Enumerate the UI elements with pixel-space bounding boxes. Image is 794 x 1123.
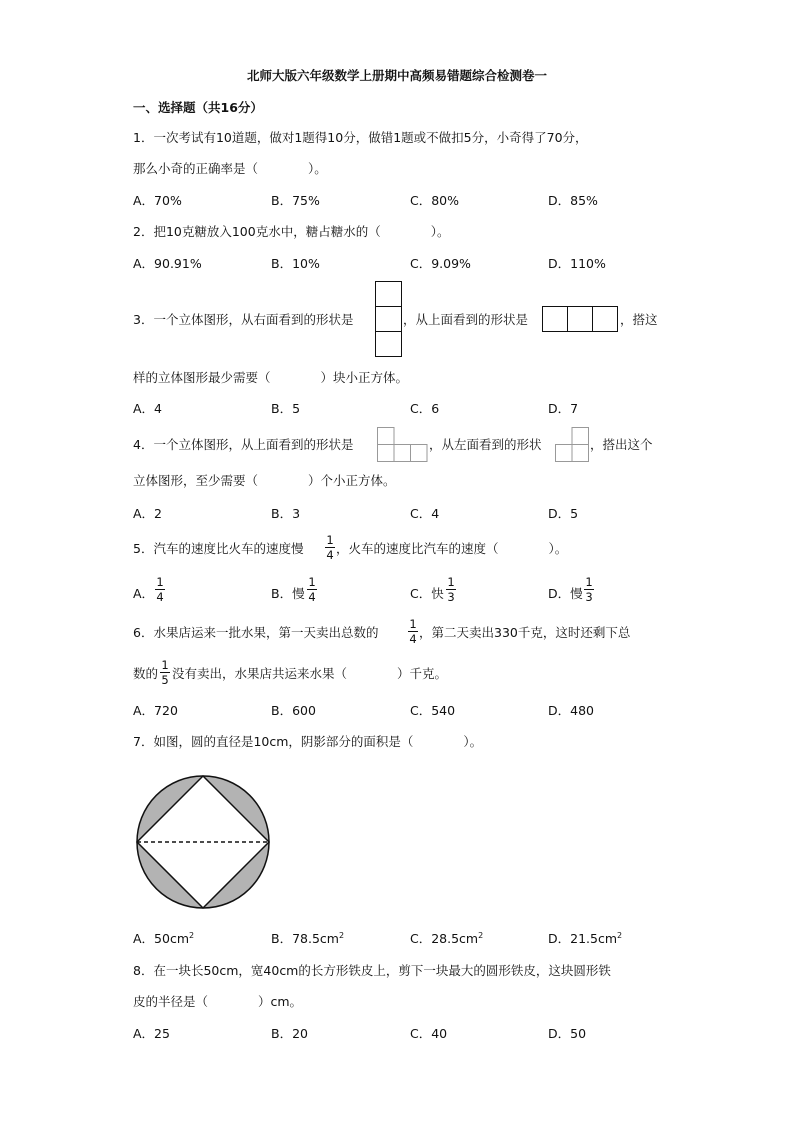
q3-option-c[interactable]: C．6 [410, 401, 440, 416]
q8-option-a[interactable]: A．25 [133, 1026, 170, 1041]
q4-text-part3: ，搭出这个 [590, 437, 653, 452]
q5-option-d-word: 慢 [570, 586, 583, 601]
q7-option-c-sup: 2 [478, 930, 484, 940]
q5-option-b-prefix: B． [271, 586, 293, 601]
q1-text-line2: 那么小奇的正确率是（ ）。 [133, 161, 327, 176]
q6-fraction-1 [408, 618, 418, 645]
q4-text-part1: 4．一个立体图形，从上面看到的形状是 [133, 437, 354, 452]
q4-option-b[interactable]: B．3 [271, 506, 301, 521]
q7-text: 7．如图，圆的直径是10cm，阴影部分的面积是（ ）。 [133, 734, 483, 749]
q5-option-a-fraction [155, 576, 165, 603]
q6-option-d[interactable]: D．480 [548, 703, 594, 718]
q6-text-line2b: 没有卖出，水果店共运来水果（ ）千克。 [172, 666, 448, 681]
q3-top-view-figure [542, 306, 620, 333]
q2-option-c[interactable]: C．9.09% [410, 256, 471, 271]
q6-text-part1: 6．水果店运来一批水果，第一天卖出总数的 [133, 625, 379, 640]
q7-option-a-sup: 2 [189, 930, 195, 940]
q4-text-part2: ，从左面看到的形状 [429, 437, 542, 452]
q1-option-a[interactable]: A．70% [133, 193, 182, 208]
q8-option-c[interactable]: C．40 [410, 1026, 448, 1041]
q5-option-a-denominator: 4 [156, 590, 164, 604]
q5-option-d-fraction [584, 576, 594, 603]
q7-option-d-sup: 2 [617, 930, 623, 940]
q5-fraction-numerator: 1 [326, 533, 334, 547]
q7-option-a-text: A．50cm [133, 931, 190, 946]
q5-text-part2: ，火车的速度比汽车的速度（ ）。 [336, 541, 568, 556]
q3-text-line2: 样的立体图形最少需要（ ）块小正方体。 [133, 370, 409, 385]
q5-option-c-prefix: C． [410, 586, 432, 601]
q7-option-d[interactable] [548, 931, 622, 947]
q6-fraction-2 [160, 659, 170, 686]
q7-circle-figure [136, 774, 270, 910]
q3-text-part1: 3．一个立体图形，从右面看到的形状是 [133, 312, 354, 327]
q7-option-b-sup: 2 [338, 930, 345, 940]
q2-text: 2．把10克糖放入100克水中，糖占糖水的（ ）。 [133, 224, 450, 239]
q6-fraction-2-denominator: 5 [161, 673, 169, 687]
q5-option-d-numerator: 1 [585, 575, 593, 589]
q5-fraction [325, 534, 335, 561]
q8-option-d[interactable]: D．50 [548, 1026, 587, 1041]
q7-option-a[interactable] [133, 931, 194, 947]
q3-option-d[interactable]: D．7 [548, 401, 579, 416]
q5-option-d-denominator: 3 [585, 590, 593, 604]
q5-option-a-prefix: A． [133, 586, 155, 601]
q5-option-b[interactable] [271, 583, 305, 602]
q4-left-view-figure [555, 427, 591, 463]
q4-text-line2: 立体图形，至少需要（ ）个小正方体。 [133, 473, 396, 488]
q4-option-c[interactable]: C．4 [410, 506, 440, 521]
q5-option-b-fraction [307, 576, 317, 603]
section-heading-choice: 一、选择题（共16分） [133, 100, 263, 115]
q2-option-d[interactable]: D．110% [548, 256, 606, 271]
q5-option-b-word: 慢 [292, 586, 305, 601]
q5-text-part1: 5．汽车的速度比火车的速度慢 [133, 541, 304, 556]
q3-option-a[interactable]: A．4 [133, 401, 163, 416]
q2-option-b[interactable]: B．10% [271, 256, 320, 271]
q4-top-view-figure [377, 427, 429, 463]
q6-fraction-1-numerator: 1 [409, 617, 417, 631]
q3-option-b[interactable]: B．5 [271, 401, 301, 416]
q5-option-c-word: 快 [431, 586, 444, 601]
q6-fraction-1-denominator: 4 [409, 632, 417, 646]
q7-option-b-text: B．78.5cm [271, 931, 339, 946]
q5-option-a-numerator: 1 [156, 575, 164, 589]
q5-option-d-prefix: D． [548, 586, 571, 601]
q6-text-part2: ，第二天卖出330千克，这时还剩下总 [419, 625, 631, 640]
q4-option-a[interactable]: A．2 [133, 506, 163, 521]
q3-right-view-figure [375, 281, 403, 357]
page-title: 北师大版六年级数学上册期中高频易错题综合检测卷一 [246, 68, 547, 83]
q7-option-c[interactable] [410, 931, 483, 947]
q6-fraction-2-numerator: 1 [161, 658, 169, 672]
q5-option-c[interactable] [410, 583, 444, 602]
q1-text-line1: 1．一次考试有10道题，做对1题得10分，做错1题或不做扣5分，小奇得了70分， [133, 130, 588, 145]
q1-option-c[interactable]: C．80% [410, 193, 460, 208]
q1-option-b[interactable]: B．75% [271, 193, 320, 208]
q5-option-a[interactable] [133, 583, 154, 602]
q2-option-a[interactable]: A．90.91% [133, 256, 202, 271]
q7-option-c-text: C．28.5cm [410, 931, 479, 946]
q6-option-a[interactable]: A．720 [133, 703, 178, 718]
q5-option-b-denominator: 4 [308, 590, 316, 604]
q7-option-b[interactable] [271, 931, 344, 947]
q3-text-part2: ，从上面看到的形状是 [403, 312, 529, 327]
q5-option-c-numerator: 1 [447, 575, 455, 589]
q3-text-part3: ，搭这 [620, 312, 658, 327]
q6-option-b[interactable]: B．600 [271, 703, 316, 718]
q5-option-c-denominator: 3 [447, 590, 455, 604]
q8-text-line1: 8．在一块长50cm，宽40cm的长方形铁皮上，剪下一块最大的圆形铁皮，这块圆形铁 [133, 963, 611, 978]
q5-option-b-numerator: 1 [308, 575, 316, 589]
q8-option-b[interactable]: B．20 [271, 1026, 308, 1041]
q8-text-line2: 皮的半径是（ ）cm。 [133, 994, 303, 1009]
q1-option-d[interactable]: D．85% [548, 193, 598, 208]
q4-option-d[interactable]: D．5 [548, 506, 579, 521]
q7-option-d-text: D．21.5cm [548, 931, 618, 946]
q6-option-c[interactable]: C．540 [410, 703, 456, 718]
q5-option-c-fraction [446, 576, 456, 603]
q5-fraction-denominator: 4 [326, 548, 334, 562]
q6-text-line2a: 数的 [133, 666, 159, 681]
q5-option-d[interactable] [548, 583, 583, 602]
